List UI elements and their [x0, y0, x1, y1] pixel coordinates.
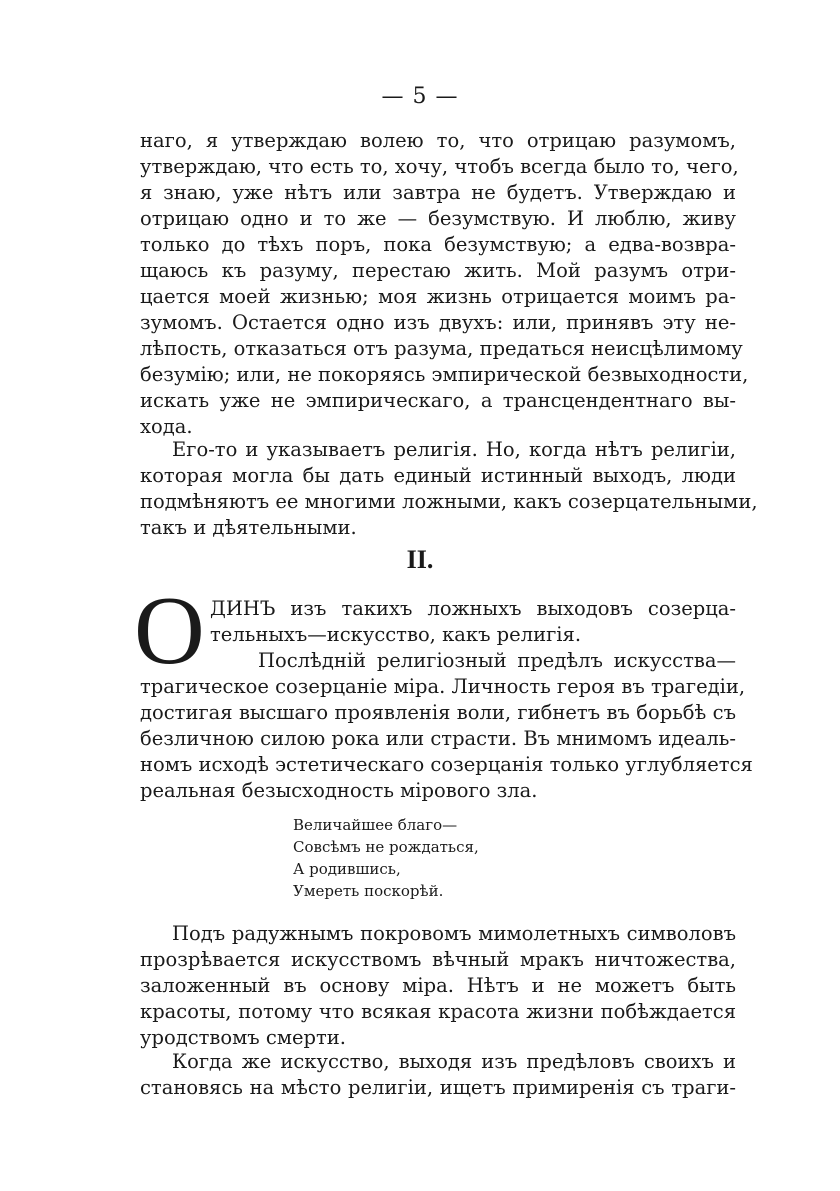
text-line: достигая высшаго проявленія воли, гибнетъ въ борьбѣ съ — [140, 701, 736, 724]
text-line: номъ исходѣ эстетическаго созерцанія только углубляется — [140, 753, 753, 776]
text-line: красоты, потому что всякая красота жизни побѣждается — [140, 1000, 736, 1023]
text-line: безумію; или, не покоряясь эмпирической безвыходности, — [140, 363, 749, 386]
text-line: наго, я утверждаю волею то, что отрицаю разумомъ, — [140, 129, 736, 152]
text-line: искать уже не эмпирическаго, а трансцендентнаго вы- — [140, 389, 736, 412]
text-line: ДИНЪ изъ такихъ ложныхъ выходовъ созерца- — [210, 597, 736, 620]
text-line: Его-то и указываетъ религія. Но, когда нѣтъ религіи, — [172, 438, 736, 461]
text-line: только до тѣхъ поръ, пока безумствую; а едва-возвра- — [140, 233, 736, 256]
text-line: уродствомъ смерти. — [140, 1026, 346, 1049]
text-line: хода. — [140, 415, 193, 438]
text-line: Послѣдній религіозный предѣлъ искусства— — [258, 649, 736, 672]
verse-line: Совсѣмъ не рождаться, — [293, 838, 479, 856]
verse-line: Умереть поскорѣй. — [293, 882, 444, 900]
text-line: отрицаю одно и то же — безумствую. И люблю, живу — [140, 207, 736, 230]
section-heading: II. — [406, 545, 434, 574]
text-line: утверждаю, что есть то, хочу, чтобъ всегда было то, чего, — [140, 155, 739, 178]
text-line: безличною силою рока или страсти. Въ мнимомъ идеаль- — [140, 727, 736, 750]
verse-line: Величайшее благо— — [293, 816, 458, 834]
text-line: зумомъ. Остается одно изъ двухъ: или, принявъ эту не- — [140, 311, 736, 334]
page-number: — 5 — — [381, 84, 459, 109]
text-line: Подъ радужнымъ покровомъ мимолетныхъ символовъ — [172, 922, 736, 945]
text-line: становясь на мѣсто религіи, ищетъ примиренія съ траги- — [140, 1076, 736, 1099]
text-line: я знаю, уже нѣтъ или завтра не будетъ. Утверждаю и — [140, 181, 736, 204]
text-line: которая могла бы дать единый истинный выходъ, люди — [140, 464, 736, 487]
text-line: прозрѣвается искусствомъ вѣчный мракъ ничтожества, — [140, 948, 736, 971]
text-line: такъ и дѣятельными. — [140, 516, 357, 539]
text-line: заложенный въ основу міра. Нѣтъ и не можетъ быть — [140, 974, 736, 997]
text-line: реальная безысходность мірового зла. — [140, 779, 538, 802]
text-line: цается моей жизнью; моя жизнь отрицается моимъ ра- — [140, 285, 736, 308]
text-line: лѣпость, отказаться отъ разума, предаться неисцѣлимому — [140, 337, 743, 360]
text-line: щаюсь къ разуму, перестаю жить. Мой разумъ отри- — [140, 259, 736, 282]
text-line: подмѣняютъ ее многими ложными, какъ созерцательными, — [140, 490, 758, 513]
verse-line: А родившись, — [293, 860, 401, 878]
drop-cap: О — [134, 577, 205, 685]
text-line: Когда же искусство, выходя изъ предѣловъ своихъ и — [172, 1050, 736, 1073]
text-line: трагическое созерцаніе міра. Личность героя въ трагедіи, — [140, 675, 746, 698]
text-line: тельныхъ—искусство, какъ религія. — [210, 623, 582, 646]
